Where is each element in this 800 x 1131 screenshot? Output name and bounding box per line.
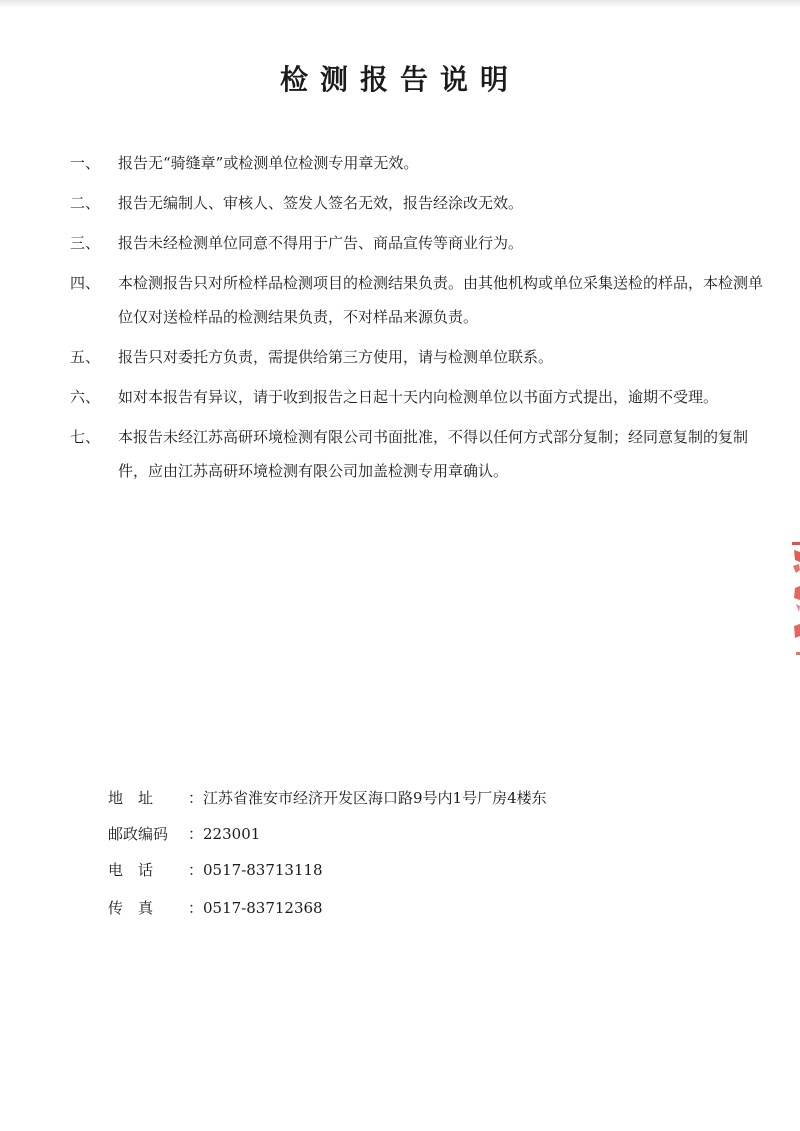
phone-colon: ： <box>188 861 204 879</box>
note-item <box>0 186 800 220</box>
contact-fax <box>108 890 728 926</box>
address-colon: ： <box>188 789 204 807</box>
contact-postcode <box>108 816 728 852</box>
note-marker: 四、 <box>70 274 101 292</box>
contact-phone <box>108 852 728 888</box>
note-item <box>0 266 800 334</box>
note-item <box>0 146 800 180</box>
note-text: 本报告未经江苏高研环境检测有限公司书面批准，不得以任何方式部分复制；经同意复制的复制件，应由江苏高研环境检测有限公司加盖检测专用章确认。 <box>118 428 749 480</box>
notes-list <box>0 146 800 494</box>
note-text: 本检测报告只对所检样品检测项目的检测结果负责。由其他机构或单位采集送检的样品，本检测单位仅对送检样品的检测结果负责，不对样品来源负责。 <box>118 274 764 326</box>
note-marker: 五、 <box>70 348 101 366</box>
postcode-colon: ： <box>188 825 204 843</box>
note-marker: 六、 <box>70 388 101 406</box>
phone-label: 电 话 <box>108 861 154 879</box>
note-text: 如对本报告有异议，请于收到报告之日起十天内向检测单位以书面方式提出，逾期不受理。 <box>118 388 719 406</box>
note-marker: 七、 <box>70 428 101 446</box>
address-value: 江苏省淮安市经济开发区海口路9号内1号厂房4楼东 <box>203 789 547 807</box>
fax-value: 0517-83712368 <box>203 899 323 917</box>
note-item <box>0 340 800 374</box>
postcode-label: 邮政编码 <box>108 825 169 843</box>
note-text: 报告只对委托方负责，需提供给第三方使用，请与检测单位联系。 <box>118 348 554 366</box>
address-label: 地 址 <box>108 789 154 807</box>
note-item <box>0 226 800 260</box>
page-title: 检测报告说明 <box>279 63 520 96</box>
note-item <box>0 420 800 488</box>
note-item <box>0 380 800 414</box>
note-text: 报告无编制人、审核人、签发人签名无效，报告经涂改无效。 <box>118 194 524 212</box>
note-text: 报告未经检测单位同意不得用于广告、商品宣传等商业行为。 <box>118 234 524 252</box>
note-marker: 一、 <box>70 154 101 172</box>
note-marker: 二、 <box>70 194 101 212</box>
scan-edge <box>0 0 800 8</box>
seal-fragment-icon <box>786 540 800 660</box>
postcode-value: 223001 <box>203 825 261 843</box>
note-marker: 三、 <box>70 234 101 252</box>
contact-address <box>108 780 728 816</box>
contact-block <box>108 780 728 926</box>
note-text: 报告无“骑缝章”或检测单位检测专用章无效。 <box>118 154 419 172</box>
phone-value: 0517-83713118 <box>203 861 323 879</box>
fax-colon: ： <box>188 899 204 917</box>
fax-label: 传 真 <box>108 899 154 917</box>
